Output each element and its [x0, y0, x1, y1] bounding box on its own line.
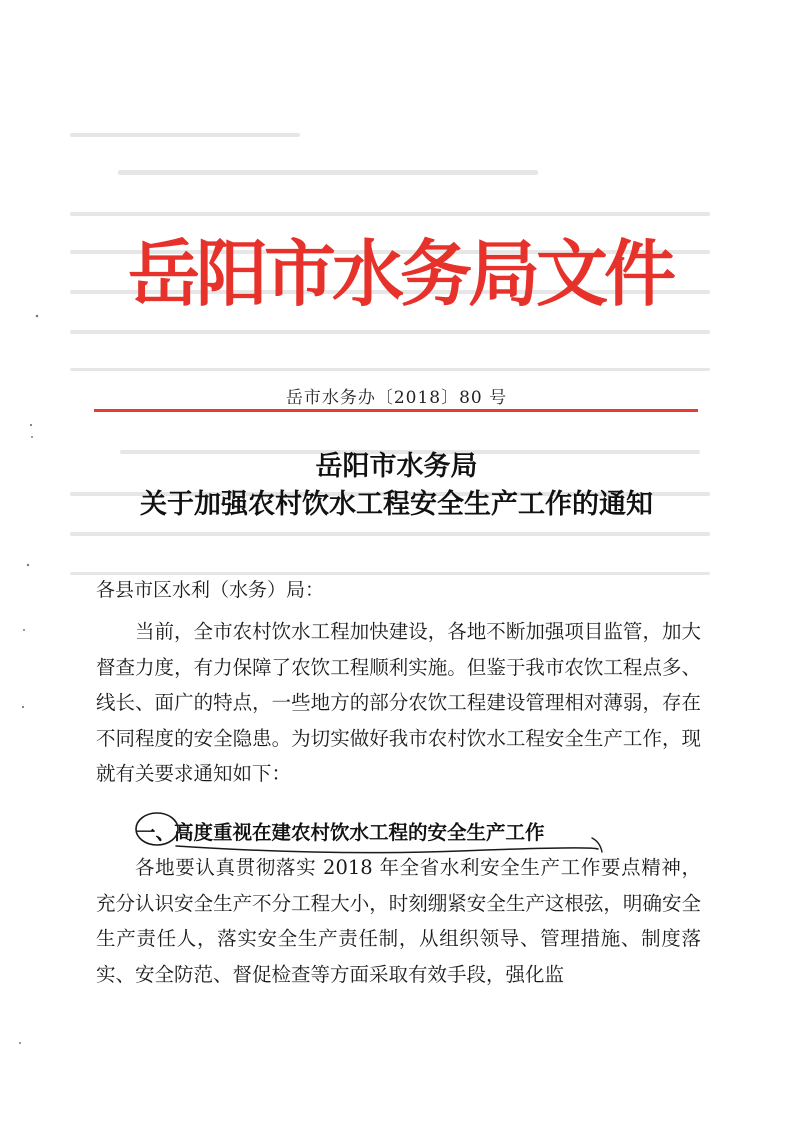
section-heading-text: 高度重视在建农村饮水工程的安全生产工作 — [174, 821, 545, 844]
title-issuer: 岳阳市水务局 — [315, 451, 478, 482]
salutation: 各县市区水利（水务）局： — [96, 579, 325, 601]
red-divider-line — [94, 409, 698, 412]
title-subject: 关于加强农村饮水工程安全生产工作的通知 — [140, 489, 653, 520]
document-number: 岳市水务办〔2018〕80 号 — [285, 388, 508, 408]
section-number: 一、 — [136, 821, 176, 844]
notice-title — [0, 448, 793, 524]
body-paragraph-2: 各地要认真贯彻落实 2018 年全省水利安全生产工作要点精神，充分认识安全生产不分工程大小，时刻绷紧安全生产这根弦，明确安全生产责任人，落实安全生产责任制，从组织领导、管理措施、制度落实、安全防范、督促检查等方面采取有效手段，强化监 — [96, 856, 701, 986]
letterhead-title: 岳阳市水务局文件 — [127, 232, 672, 316]
body-paragraph-1: 当前，全市农村饮水工程加快建设，各地不断加强项目监管，加大督查力度，有力保障了农饮工程顺利实施。但鉴于我市农饮工程点多、线长、面广的特点，一些地方的部分农饮工程建设管理相对薄弱，存在不同程度的安全隐患。为切实做好我市农村饮水工程安全生产工作，现就有关要求通知如下： — [96, 620, 701, 786]
section-heading-1 — [136, 817, 545, 845]
